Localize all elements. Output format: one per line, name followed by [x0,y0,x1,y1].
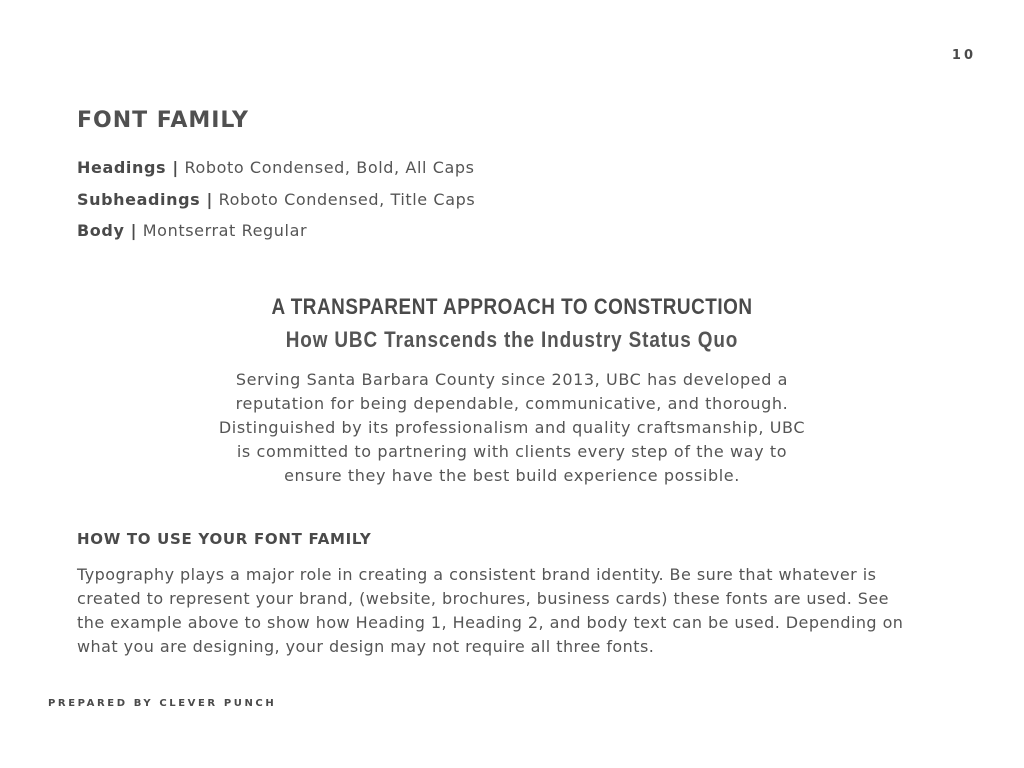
font-list-item-body [77,220,475,241]
font-list-label: Subheadings | [77,189,213,209]
footer-credit: PREPARED BY CLEVER PUNCH [48,698,277,709]
font-list-item-headings [77,157,475,178]
usage-title: HOW TO USE YOUR FONT FAMILY [77,530,372,548]
usage-line: what you are designing, your design may not require all three fonts. [77,637,655,656]
font-list-label: Headings | [77,158,179,177]
sample-subheading: How UBC Transcends the Industry Status Quo [285,327,739,352]
sample-body-line: reputation for being dependable, communicative, and thorough. [235,394,789,413]
usage-paragraph [77,563,957,659]
sample-body-line: is committed to partnering with clients every step of the way to [236,442,788,461]
font-list-value: Roboto Condensed, Title Caps [218,189,476,209]
sample-heading: A TRANSPARENT APPROACH TO CONSTRUCTION [271,294,753,319]
font-list-item-subheadings [77,189,475,210]
font-list-value: Montserrat Regular [142,221,308,240]
page-number: 10 [951,48,976,63]
font-family-list [77,157,475,252]
usage-line: Typography plays a major role in creating a consistent brand identity. Be sure that whatever is [77,565,877,584]
sample-body-line: ensure they have the best build experience possible. [284,466,740,485]
font-list-value: Roboto Condensed, Bold, All Caps [184,158,475,177]
sample-body [172,368,852,488]
usage-line: the example above to show how Heading 1, Heading 2, and body text can be used. Depending on [77,613,904,632]
typography-sample [0,293,1024,488]
font-list-label: Body | [77,221,138,240]
sample-body-line: Distinguished by its professionalism and quality craftsmanship, UBC [218,418,806,437]
sample-body-line: Serving Santa Barbara County since 2013, UBC has developed a [235,370,789,389]
section-title: FONT FAMILY [77,108,249,133]
usage-line: created to represent your brand, (website, brochures, business cards) these fonts are used. See [77,589,889,608]
